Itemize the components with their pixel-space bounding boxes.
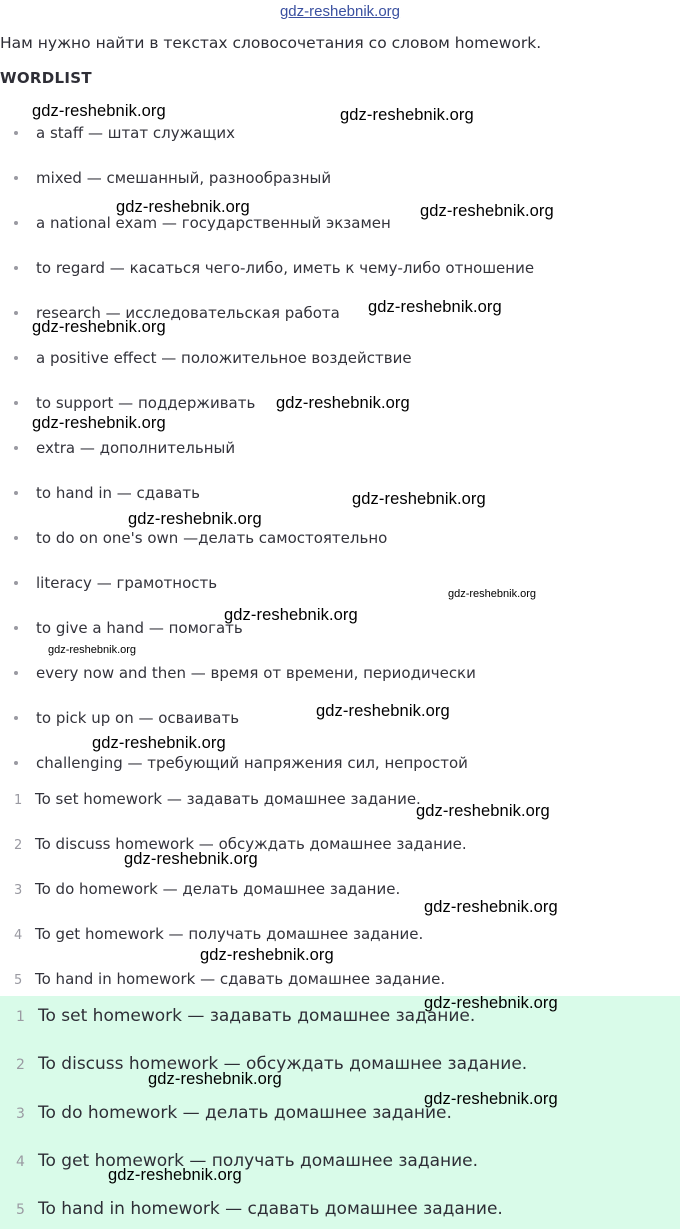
list-item bbox=[14, 529, 387, 547]
bullet-icon bbox=[14, 716, 18, 720]
bullet-icon bbox=[14, 131, 18, 135]
list-item-text: every now and then — время от времени, периодически bbox=[36, 664, 476, 682]
answer-number: 4 bbox=[16, 1154, 25, 1170]
answer-item bbox=[16, 1151, 478, 1171]
bullet-icon bbox=[14, 536, 18, 540]
list-item-text: to give a hand — помогать bbox=[36, 619, 243, 637]
list-item-text: challenging — требующий напряжения сил, непростой bbox=[36, 754, 468, 772]
list-item-text: a positive effect — положительное воздействие bbox=[36, 349, 412, 367]
bullet-icon bbox=[14, 221, 18, 225]
phrase-number: 5 bbox=[14, 973, 23, 988]
watermark: gdz-reshebnik.org bbox=[448, 588, 537, 600]
phrase-item bbox=[14, 790, 421, 808]
phrase-text: To hand in homework — сдавать домашнее задание. bbox=[35, 970, 446, 988]
bullet-icon bbox=[14, 581, 18, 585]
watermark: gdz-reshebnik.org bbox=[128, 510, 262, 528]
list-item bbox=[14, 259, 534, 277]
list-item-text: to hand in — сдавать bbox=[36, 484, 200, 502]
watermark: gdz-reshebnik.org bbox=[32, 414, 166, 432]
bullet-icon bbox=[14, 491, 18, 495]
watermark: gdz-reshebnik.org bbox=[200, 946, 334, 964]
watermark: gdz-reshebnik.org bbox=[424, 994, 558, 1012]
answer-text: To get homework — получать домашнее задание. bbox=[38, 1151, 479, 1171]
watermark: gdz-reshebnik.org bbox=[424, 898, 558, 916]
answer-item bbox=[16, 1006, 475, 1026]
answer-number: 1 bbox=[16, 1009, 25, 1025]
phrase-text: To discuss homework — обсуждать домашнее задание. bbox=[35, 835, 467, 853]
list-item-text: mixed — смешанный, разнообразный bbox=[36, 169, 332, 187]
phrase-text: To get homework — получать домашнее задание. bbox=[35, 925, 424, 943]
phrase-item bbox=[14, 970, 445, 988]
bullet-icon bbox=[14, 176, 18, 180]
phrase-number: 3 bbox=[14, 883, 23, 898]
bullet-icon bbox=[14, 626, 18, 630]
list-item bbox=[14, 619, 243, 637]
watermark: gdz-reshebnik.org bbox=[116, 198, 250, 216]
intro-text: Нам нужно найти в текстах словосочетания со словом homework. bbox=[0, 34, 542, 52]
watermark: gdz-reshebnik.org bbox=[92, 734, 226, 752]
list-item bbox=[14, 664, 476, 682]
site-link[interactable]: gdz-reshebnik.org bbox=[279, 3, 401, 20]
list-item-text: a staff — штат служащих bbox=[36, 124, 236, 142]
phrase-item bbox=[14, 880, 400, 898]
list-item-text: literacy — грамотность bbox=[36, 574, 218, 592]
watermark: gdz-reshebnik.org bbox=[316, 702, 450, 720]
answer-text: To hand in homework — сдавать домашнее задание. bbox=[38, 1199, 503, 1219]
phrase-number: 4 bbox=[14, 928, 23, 943]
answer-text: To do homework — делать домашнее задание. bbox=[38, 1103, 452, 1123]
phrase-number: 2 bbox=[14, 838, 23, 853]
list-item bbox=[14, 124, 235, 142]
answer-number: 5 bbox=[16, 1202, 25, 1218]
answer-text: To set homework — задавать домашнее задание. bbox=[38, 1006, 476, 1026]
watermark: gdz-reshebnik.org bbox=[32, 102, 166, 120]
list-item-text: a national exam — государственный экзамен bbox=[36, 214, 391, 232]
phrase-number: 1 bbox=[14, 793, 23, 808]
phrase-text: To do homework — делать домашнее задание. bbox=[35, 880, 401, 898]
bullet-icon bbox=[14, 671, 18, 675]
list-item bbox=[14, 394, 255, 412]
watermark: gdz-reshebnik.org bbox=[148, 1070, 282, 1088]
phrase-item bbox=[14, 925, 423, 943]
answer-number: 3 bbox=[16, 1106, 25, 1122]
answer-number: 2 bbox=[16, 1057, 25, 1073]
bullet-icon bbox=[14, 446, 18, 450]
watermark: gdz-reshebnik.org bbox=[416, 802, 550, 820]
wordlist-title: WORDLIST bbox=[0, 69, 92, 87]
bullet-icon bbox=[14, 311, 18, 315]
watermark: gdz-reshebnik.org bbox=[340, 106, 474, 124]
list-item-text: to do on one's own —делать самостоятельно bbox=[36, 529, 388, 547]
watermark: gdz-reshebnik.org bbox=[124, 850, 258, 868]
list-item bbox=[14, 169, 331, 187]
watermark: gdz-reshebnik.org bbox=[224, 606, 358, 624]
phrase-text: To set homework — задавать домашнее задание. bbox=[35, 790, 421, 808]
bullet-icon bbox=[14, 761, 18, 765]
watermark: gdz-reshebnik.org bbox=[420, 202, 554, 220]
list-item bbox=[14, 709, 239, 727]
bullet-icon bbox=[14, 266, 18, 270]
list-item-text: extra — дополнительный bbox=[36, 439, 236, 457]
list-item bbox=[14, 349, 412, 367]
watermark: gdz-reshebnik.org bbox=[32, 318, 166, 336]
answer-item bbox=[16, 1103, 452, 1123]
list-item bbox=[14, 754, 468, 772]
list-item bbox=[14, 574, 217, 592]
watermark: gdz-reshebnik.org bbox=[424, 1090, 558, 1108]
watermark: gdz-reshebnik.org bbox=[368, 298, 502, 316]
list-item-text: to pick up on — осваивать bbox=[36, 709, 240, 727]
list-item-text: research — исследовательская работа bbox=[36, 304, 340, 322]
list-item-text: to regard — касаться чего-либо, иметь к чему-либо отношение bbox=[36, 259, 535, 277]
answer-text: To discuss homework — обсуждать домашнее задание. bbox=[38, 1054, 528, 1074]
watermark: gdz-reshebnik.org bbox=[352, 490, 486, 508]
list-item bbox=[14, 439, 235, 457]
list-item bbox=[14, 484, 200, 502]
watermark: gdz-reshebnik.org bbox=[48, 644, 137, 656]
bullet-icon bbox=[14, 356, 18, 360]
answer-item bbox=[16, 1199, 503, 1219]
list-item-text: to support — поддерживать bbox=[36, 394, 256, 412]
watermark: gdz-reshebnik.org bbox=[276, 394, 410, 412]
bullet-icon bbox=[14, 401, 18, 405]
watermark: gdz-reshebnik.org bbox=[108, 1166, 242, 1184]
